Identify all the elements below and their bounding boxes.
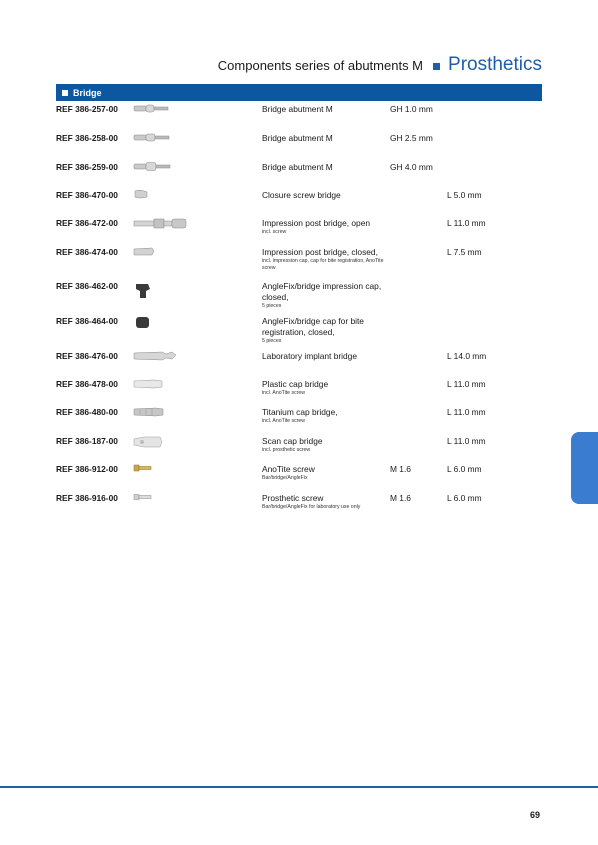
item-description: Bridge abutment M [262, 162, 333, 172]
item-length: L 11.0 mm [447, 218, 486, 228]
item-description: Scan cap bridge incl. prosthetic screw [262, 436, 394, 454]
item-note: incl. screw [262, 229, 287, 235]
ref-number: REF 386-916-00 [56, 493, 118, 503]
item-note: 5 pieces [262, 303, 282, 309]
square-bullet-icon [433, 63, 440, 70]
square-bullet-icon [62, 90, 68, 96]
bridge-abutment-image [132, 160, 172, 172]
closure-screw-image [132, 188, 172, 200]
anotite-screw-image [132, 462, 162, 474]
item-length: L 14.0 mm [447, 351, 487, 361]
gingival-height: GH 4.0 mm [390, 162, 433, 172]
bite-registration-cap-image [132, 314, 162, 330]
ref-number: REF 386-480-00 [56, 407, 118, 417]
item-note: incl. AnoTite screw [262, 418, 306, 424]
ref-number: REF 386-472-00 [56, 218, 118, 228]
ref-number: REF 386-259-00 [56, 162, 118, 172]
gingival-height: GH 2.5 mm [390, 133, 433, 143]
item-description: AngleFix/bridge impression cap, closed, 5 pieces [262, 281, 394, 310]
item-description: Titanium cap bridge, incl. AnoTite screw [262, 407, 394, 425]
item-length: L 5.0 mm [447, 190, 482, 200]
laboratory-implant-image [132, 349, 182, 363]
item-note: 5 pieces [262, 338, 282, 344]
item-description: Bridge abutment M [262, 133, 333, 143]
item-note: incl. impression cap, cap for bite registration, AnoTite screw [262, 258, 384, 271]
section-bar-bridge [56, 84, 542, 101]
ref-number: REF 386-257-00 [56, 104, 118, 114]
bridge-abutment-image [132, 102, 172, 114]
item-note: Bar/bridge/AngleFix for laboratory use only [262, 504, 361, 510]
ref-number: REF 386-462-00 [56, 281, 118, 291]
item-description: Closure screw bridge [262, 190, 341, 200]
item-note: Bar/bridge/AngleFix [262, 475, 308, 481]
item-length: L 6.0 mm [447, 464, 482, 474]
impression-post-closed-image [132, 245, 172, 259]
item-length: L 6.0 mm [447, 493, 482, 503]
header-subtitle: Components series of abutments M [217, 58, 424, 73]
item-description: Impression post bridge, open incl. screw [262, 218, 394, 236]
item-description: Prosthetic screw Bar/bridge/AngleFix for laboratory use only [262, 493, 394, 511]
ref-number: REF 386-474-00 [56, 247, 118, 257]
chapter-tab [571, 432, 598, 504]
ref-number: REF 386-258-00 [56, 133, 118, 143]
impression-cap-image [132, 281, 162, 301]
ref-number: REF 386-476-00 [56, 351, 118, 361]
ref-number: REF 386-187-00 [56, 436, 118, 446]
bridge-abutment-image [132, 131, 172, 143]
item-description: Laboratory implant bridge [262, 351, 357, 361]
gingival-height: GH 1.0 mm [390, 104, 433, 114]
scan-cap-image [132, 434, 172, 450]
section-label: Bridge [73, 87, 102, 98]
item-note: incl. AnoTite screw [262, 390, 306, 396]
item-description: Impression post bridge, closed, incl. impression cap, cap for bite registration, AnoTite screw [262, 247, 394, 272]
item-description: Plastic cap bridge incl. AnoTite screw [262, 379, 394, 397]
page-number: 69 [529, 810, 540, 820]
item-note: incl. prosthetic screw [262, 447, 311, 453]
item-description: Bridge abutment M [262, 104, 333, 114]
ref-number: REF 386-478-00 [56, 379, 118, 389]
plastic-cap-image [132, 377, 172, 391]
page-header [218, 54, 542, 76]
thread-size: M 1.6 [390, 493, 411, 503]
ref-number: REF 386-470-00 [56, 190, 118, 200]
item-description: AngleFix/bridge cap for bite registration, closed, 5 pieces [262, 316, 394, 345]
ref-number: REF 386-464-00 [56, 316, 118, 326]
thread-size: M 1.6 [390, 464, 411, 474]
item-length: L 11.0 mm [447, 407, 486, 417]
ref-number: REF 386-912-00 [56, 464, 118, 474]
footer-divider [0, 786, 598, 788]
titanium-cap-image [132, 405, 172, 419]
item-description: AnoTite screw Bar/bridge/AngleFix [262, 464, 394, 482]
impression-post-image [132, 216, 192, 230]
prosthetic-screw-image [132, 491, 162, 503]
item-length: L 11.0 mm [447, 379, 486, 389]
header-title: Prosthetics [448, 54, 542, 75]
item-length: L 11.0 mm [447, 436, 486, 446]
item-length: L 7.5 mm [447, 247, 482, 257]
